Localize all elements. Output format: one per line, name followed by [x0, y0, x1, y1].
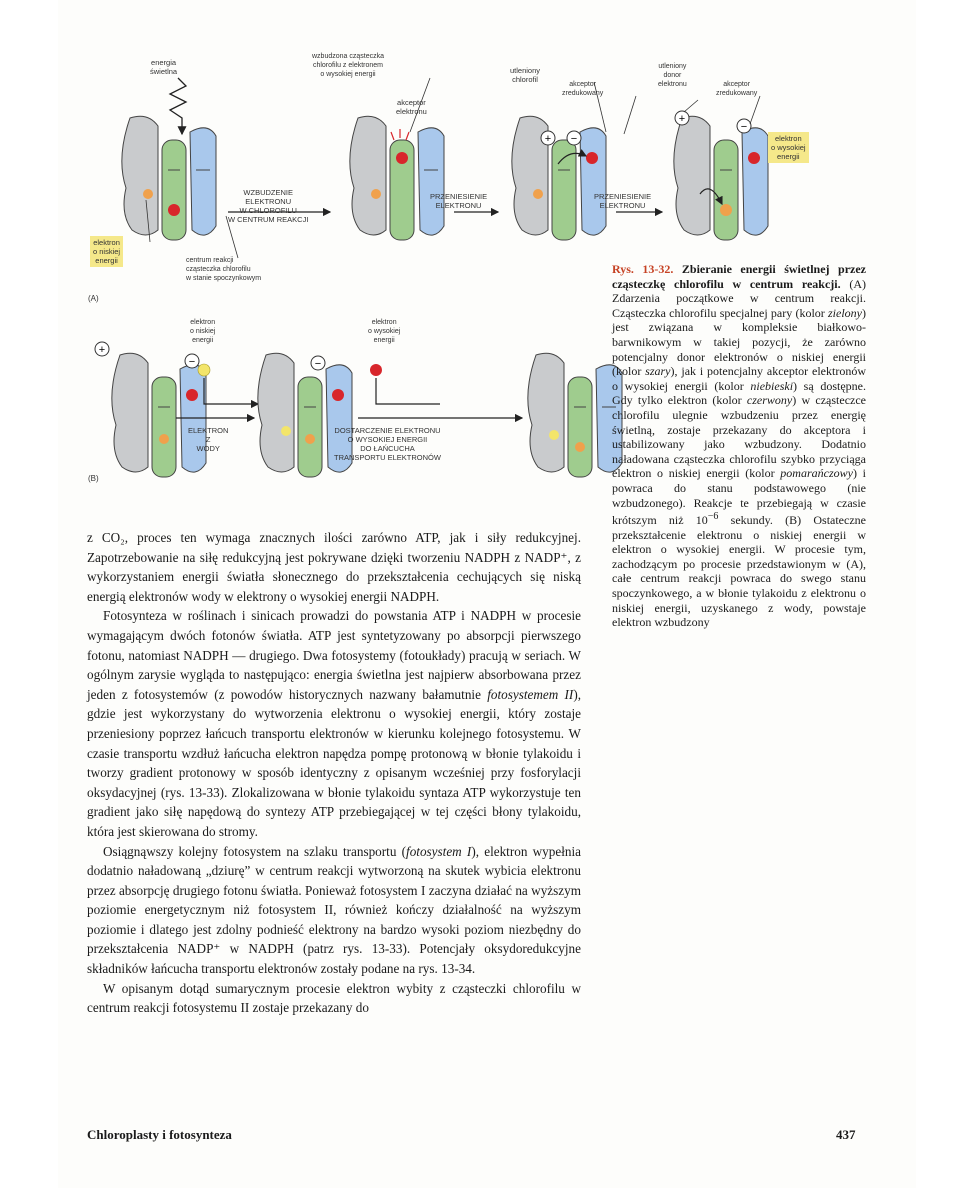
- svg-text:−: −: [188, 356, 196, 368]
- figure-caption: Rys. 13-32. Zbieranie energii świetlnej przez cząsteczkę chlorofilu w centrum reakcji. (A) Zdarzenia początkowe w centrum reakcji. Cząsteczka chlorofilu specjalnej pary (kolor zielony) jest związana w kompleksie białkowo-barwnikowym w takiej pozycji, że zarówno potencjalny donor elektronów o niskiej energii (kolor szary), jak i potencjalny akceptor elektronów o wysokiej energii (kolor niebieski) są dostępne. Gdy tylko elektron (kolor czerwony) w cząsteczce chlorofilu ulegnie wzbudzeniu przez energię świetlną, zostaje przekazany do akceptora i ustabilizowany jako wzbudzony. Dodatnio naładowana cząsteczka chlorofilu szybko przyciąga elektron o niskiej energii (kolor pomarańczowy) i powraca do stanu podstawowego (nie wzbudzonego). Reakcje te przebiegają w czasie krótszym niż $10^{-6}$ sekundy. (B) Ostateczne przekształcenie elektronu o niskiej energii w elektron o wysokiej energii. W procesie tym, zachodzącym po procesie przedstawionym w (A), całe centrum reakcji powraca do swego stanu spoczynkowego, a w błonie tylakoidu z elektronu o niskiej energii, uzyskanego z wody, powstaje elektron wzbudzony: [612, 262, 866, 630]
- red-electron: [168, 204, 180, 216]
- running-footer-title: Chloroplasty i fotosynteza: [87, 1127, 232, 1142]
- label-low-energy-electron: elektron o niskiej energii: [90, 236, 123, 267]
- red-electron-b: [370, 364, 382, 376]
- orange-electron: [143, 189, 153, 199]
- yellow-electron: [198, 364, 210, 376]
- svg-text:+: +: [678, 113, 686, 125]
- paragraph-4: W opisanym dotąd sumarycznym procesie elektron wybity z cząsteczki chlorofilu w centrum reakcji fotosystemu II zostaje przekazany do: [87, 980, 581, 1016]
- paragraph-3: Osiągnąwszy kolejny fotosystem na szlaku transportu (fotosystem I), elektron wypełnia dodatnio naładowaną „dziurę” w centrum reakcji wytworzoną na skutek wybicia elektronu przez absorpcję drugiego fotonu światła. Ponieważ fotosystem I zaczyna działać na wyższym poziomie energetycznym niż fotosystem II, również kończy działalność na wyższym poziomie i dlatego jest zdolny podnieść elektrony na bardzo wysoki poziom niezbędny do przekształcenia NADP⁺ w NADPH (patrz rys. 13-33). Potencjały oksydoredukcyjne składników łańcucha transportu elektronów zostały podane na rys. 13-34.: [87, 843, 581, 977]
- label-oxidized-donor: utleniony donor elektronu: [658, 63, 687, 88]
- complex-a4: [674, 111, 768, 240]
- label-high-energy-electron-b: elektron o wysokiej energii: [368, 319, 401, 344]
- label-low-energy-electron-b: elektron o niskiej energii: [190, 319, 216, 344]
- label-electron-acceptor: akceptor elektronu: [396, 98, 427, 116]
- label-transfer-2: PRZENIESIENIE ELEKTRONU: [594, 192, 652, 210]
- svg-text:−: −: [570, 133, 578, 145]
- label-excitation: WZBUDZENIE ELEKTRONU W CHLOROFILU W CENTRUM REAKCJI: [228, 188, 309, 224]
- label-from-water: ELEKTRON Z WODY: [188, 426, 229, 453]
- complex-b3: [528, 353, 622, 477]
- complex-b1: [95, 342, 206, 477]
- red-electron-excited: [396, 152, 408, 164]
- svg-text:−: −: [740, 121, 748, 133]
- light-energy-zigzag: [170, 78, 186, 134]
- label-delivery: DOSTARCZENIE ELEKTRONU O WYSOKIEJ ENERGII DO ŁAŃCUCHA TRANSPORTU ELEKTRONÓW: [334, 426, 441, 462]
- complex-a2: [350, 116, 444, 240]
- body-text: [87, 528, 581, 1018]
- caption-title: Zbieranie energii świetlnej przez cząsteczkę chlorofilu w centrum reakcji.: [612, 262, 866, 291]
- panel-b-label: (B): [88, 474, 99, 483]
- svg-text:+: +: [98, 344, 106, 356]
- label-light-energy: energia świetlna: [150, 58, 178, 76]
- label-high-energy-electron: elektron o wysokiej energii: [768, 132, 809, 163]
- label-excited-chlorophyll: wzbudzona cząsteczka chlorofilu z elektronem o wysokiej energii: [312, 53, 384, 78]
- caption-number: Rys. 13-32.: [612, 262, 674, 276]
- paragraph-2: Fotosynteza w roślinach i sinicach prowadzi do powstania ATP i NADPH w procesie wymagającym dwóch fotonów światła. ATP jest syntetyzowany po absorpcji pierwszego fotonu, natomiast NADPH — drugiego. Dwa fotosystemy (fotoukłady) pracują w seriach. W ogólnym zarysie wygląda to następująco: energia świetlna jest najpierw absorbowana przez jeden z fotosystemów (z powodów historycznych nazwany bałamutnie fotosystemem II), gdzie jest wykorzystany do wytworzenia elektronu o wysokiej energii, który zostaje przeniesiony poprzez łańcuch transportu elektronów w kierunku kolejnego fotosystemu. W czasie transportu wzdłuż łańcucha elektron napędza pompę protonową w błonie tylakoidu i tworzy gradient protonowy w sposób identyczny z opisanym wcześniej przy fosforylacji oksydacyjnej (rys. 13-33). Zlokalizowana w błonie tylakoidu syntaza ATP wykorzystuje ten gradient jako siłę napędową do syntezy ATP przebiegającej w tej części błony tylakoidu, która jest skierowana do stromy.: [87, 608, 582, 839]
- label-reaction-center: centrum reakcji cząsteczka chlorofilu w stanie spoczynkowym: [186, 257, 262, 282]
- label-oxidized-chlorophyll: utleniony chlorofil: [510, 66, 541, 84]
- panel-a-label: (A): [88, 294, 99, 303]
- complex-a3: [512, 116, 606, 240]
- paragraph-1: z CO₂, proces ten wymaga znacznych ilości zarówno ATP, jak i siły redukcyjnej. Zapotrzebowanie na siłę redukcyjną jest pokrywane dzięki tworzeniu NADPH z NADP⁺, z wykorzystaniem energii światła słonecznego do przekształcenia cechujących się niską energią elektronów wody w elektrony o wysokiej energii NADPH.: [87, 530, 581, 604]
- svg-text:−: −: [314, 358, 322, 370]
- label-reduced-acceptor-1: akceptor zredukowany: [562, 81, 604, 97]
- label-transfer-1: PRZENIESIENIE ELEKTRONU: [430, 192, 488, 210]
- label-reduced-acceptor-2: akceptor zredukowany: [716, 81, 758, 97]
- svg-text:+: +: [544, 133, 552, 145]
- page-number: 437: [836, 1127, 856, 1142]
- complex-a1: [122, 116, 216, 240]
